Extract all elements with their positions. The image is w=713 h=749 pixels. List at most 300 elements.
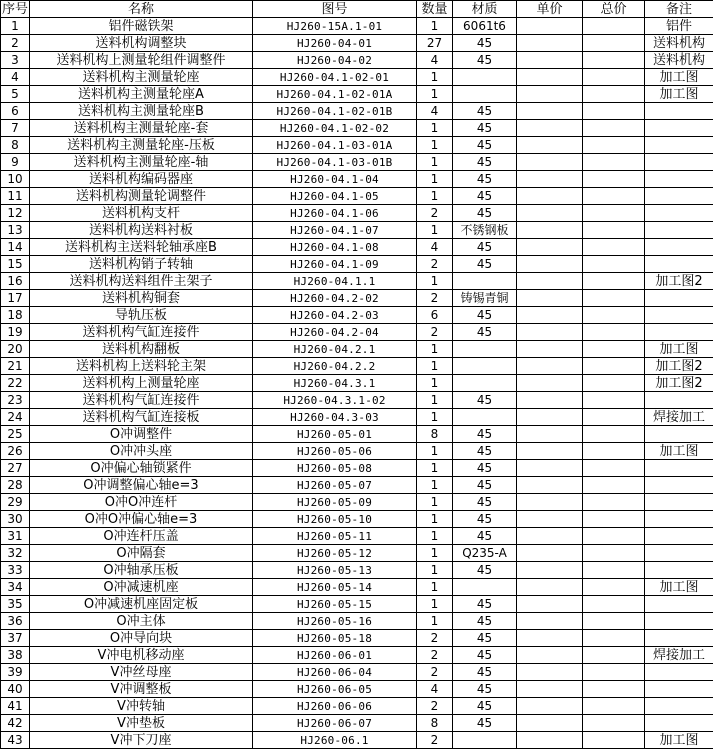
cell-remark: 送料机构 bbox=[645, 35, 713, 52]
cell-code: HJ260-05-13 bbox=[253, 562, 417, 579]
cell-unit-price bbox=[517, 35, 583, 52]
cell-total-price bbox=[583, 171, 645, 188]
table-row bbox=[1, 528, 713, 545]
cell-material: 45 bbox=[453, 596, 517, 613]
cell-material: 45 bbox=[453, 307, 517, 324]
cell-unit-price bbox=[517, 375, 583, 392]
cell-remark: 加工图 bbox=[645, 86, 713, 103]
cell-unit-price bbox=[517, 426, 583, 443]
table-row bbox=[1, 154, 713, 171]
cell-remark bbox=[645, 392, 713, 409]
cell-code: HJ260-04.1-02-01B bbox=[253, 103, 417, 120]
cell-name: 送料机构气缸连接件 bbox=[30, 392, 253, 409]
cell-total-price bbox=[583, 69, 645, 86]
cell-seq: 35 bbox=[1, 596, 30, 613]
cell-seq: 23 bbox=[1, 392, 30, 409]
cell-name: V冲下刀座 bbox=[30, 732, 253, 749]
cell-total-price bbox=[583, 188, 645, 205]
cell-code: HJ260-05-11 bbox=[253, 528, 417, 545]
table-row bbox=[1, 273, 713, 290]
table-row bbox=[1, 188, 713, 205]
table-row bbox=[1, 137, 713, 154]
table-row bbox=[1, 256, 713, 273]
table-row bbox=[1, 69, 713, 86]
cell-seq: 7 bbox=[1, 120, 30, 137]
cell-material bbox=[453, 375, 517, 392]
cell-total-price bbox=[583, 35, 645, 52]
cell-material: 45 bbox=[453, 630, 517, 647]
cell-code: HJ260-04.2-04 bbox=[253, 324, 417, 341]
cell-unit-price bbox=[517, 511, 583, 528]
cell-remark: 铝件 bbox=[645, 18, 713, 35]
cell-seq: 37 bbox=[1, 630, 30, 647]
cell-material: 6061t6 bbox=[453, 18, 517, 35]
cell-material: 45 bbox=[453, 562, 517, 579]
cell-seq: 43 bbox=[1, 732, 30, 749]
cell-seq: 42 bbox=[1, 715, 30, 732]
cell-material bbox=[453, 358, 517, 375]
cell-remark bbox=[645, 205, 713, 222]
cell-qty: 1 bbox=[417, 171, 453, 188]
cell-total-price bbox=[583, 205, 645, 222]
cell-unit-price bbox=[517, 392, 583, 409]
cell-unit-price bbox=[517, 324, 583, 341]
table-row bbox=[1, 647, 713, 664]
cell-total-price bbox=[583, 222, 645, 239]
cell-qty: 2 bbox=[417, 647, 453, 664]
cell-material bbox=[453, 579, 517, 596]
cell-unit-price bbox=[517, 341, 583, 358]
cell-total-price bbox=[583, 137, 645, 154]
cell-remark bbox=[645, 188, 713, 205]
cell-name: 送料机构上测量轮组件调整件 bbox=[30, 52, 253, 69]
cell-total-price bbox=[583, 664, 645, 681]
cell-material: 45 bbox=[453, 392, 517, 409]
cell-material: 45 bbox=[453, 120, 517, 137]
cell-unit-price bbox=[517, 137, 583, 154]
cell-total-price bbox=[583, 613, 645, 630]
cell-remark: 加工图 bbox=[645, 443, 713, 460]
cell-total-price bbox=[583, 426, 645, 443]
cell-name: 送料机构主测量轮座A bbox=[30, 86, 253, 103]
cell-code: HJ260-04.1-03-01B bbox=[253, 154, 417, 171]
cell-code: HJ260-05-14 bbox=[253, 579, 417, 596]
cell-seq: 25 bbox=[1, 426, 30, 443]
cell-name: 送料机构送料衬板 bbox=[30, 222, 253, 239]
cell-total-price bbox=[583, 239, 645, 256]
cell-material: 45 bbox=[453, 647, 517, 664]
cell-total-price bbox=[583, 18, 645, 35]
cell-total-price bbox=[583, 494, 645, 511]
table-row bbox=[1, 715, 713, 732]
table-row bbox=[1, 443, 713, 460]
cell-qty: 27 bbox=[417, 35, 453, 52]
cell-remark bbox=[645, 426, 713, 443]
cell-remark bbox=[645, 596, 713, 613]
cell-unit-price bbox=[517, 579, 583, 596]
table-row bbox=[1, 494, 713, 511]
cell-name: 送料机构送料组件主架子 bbox=[30, 273, 253, 290]
table-row bbox=[1, 375, 713, 392]
cell-code: HJ260-04.1-09 bbox=[253, 256, 417, 273]
cell-unit-price bbox=[517, 494, 583, 511]
cell-name: 送料机构主测量轮座-轴 bbox=[30, 154, 253, 171]
cell-seq: 19 bbox=[1, 324, 30, 341]
cell-seq: 3 bbox=[1, 52, 30, 69]
cell-unit-price bbox=[517, 205, 583, 222]
cell-remark bbox=[645, 477, 713, 494]
cell-seq: 10 bbox=[1, 171, 30, 188]
cell-name: 送料机构主测量轮座-套 bbox=[30, 120, 253, 137]
cell-remark bbox=[645, 239, 713, 256]
cell-seq: 30 bbox=[1, 511, 30, 528]
cell-seq: 40 bbox=[1, 681, 30, 698]
header-row bbox=[1, 1, 713, 18]
cell-remark: 焊接加工 bbox=[645, 647, 713, 664]
cell-name: O冲调整偏心轴e=3 bbox=[30, 477, 253, 494]
cell-remark bbox=[645, 664, 713, 681]
cell-qty: 1 bbox=[417, 188, 453, 205]
header-remark: 备注 bbox=[645, 1, 713, 18]
cell-name: 送料机构主测量轮座-压板 bbox=[30, 137, 253, 154]
cell-total-price bbox=[583, 154, 645, 171]
cell-seq: 33 bbox=[1, 562, 30, 579]
cell-remark: 加工图2 bbox=[645, 358, 713, 375]
cell-unit-price bbox=[517, 664, 583, 681]
cell-name: 送料机构翻板 bbox=[30, 341, 253, 358]
cell-remark: 加工图 bbox=[645, 69, 713, 86]
cell-total-price bbox=[583, 460, 645, 477]
cell-qty: 2 bbox=[417, 732, 453, 749]
cell-name: 送料机构上测量轮座 bbox=[30, 375, 253, 392]
cell-seq: 22 bbox=[1, 375, 30, 392]
cell-seq: 38 bbox=[1, 647, 30, 664]
cell-remark bbox=[645, 545, 713, 562]
table-row bbox=[1, 596, 713, 613]
cell-qty: 1 bbox=[417, 222, 453, 239]
cell-total-price bbox=[583, 545, 645, 562]
header-material: 材质 bbox=[453, 1, 517, 18]
table-row bbox=[1, 426, 713, 443]
cell-code: HJ260-04.1-07 bbox=[253, 222, 417, 239]
cell-qty: 1 bbox=[417, 460, 453, 477]
cell-total-price bbox=[583, 409, 645, 426]
cell-name: O冲减速机座固定板 bbox=[30, 596, 253, 613]
cell-name: 送料机构测量轮调整件 bbox=[30, 188, 253, 205]
cell-unit-price bbox=[517, 698, 583, 715]
cell-name: O冲减速机座 bbox=[30, 579, 253, 596]
cell-material: 45 bbox=[453, 188, 517, 205]
cell-total-price bbox=[583, 324, 645, 341]
cell-remark bbox=[645, 613, 713, 630]
cell-material: 45 bbox=[453, 681, 517, 698]
cell-unit-price bbox=[517, 596, 583, 613]
cell-total-price bbox=[583, 562, 645, 579]
cell-code: HJ260-06-05 bbox=[253, 681, 417, 698]
cell-name: V冲转轴 bbox=[30, 698, 253, 715]
cell-total-price bbox=[583, 307, 645, 324]
table-row bbox=[1, 664, 713, 681]
cell-code: HJ260-05-06 bbox=[253, 443, 417, 460]
cell-seq: 11 bbox=[1, 188, 30, 205]
cell-seq: 13 bbox=[1, 222, 30, 239]
cell-code: HJ260-04-02 bbox=[253, 52, 417, 69]
cell-unit-price bbox=[517, 647, 583, 664]
cell-qty: 1 bbox=[417, 613, 453, 630]
cell-qty: 1 bbox=[417, 375, 453, 392]
table-row bbox=[1, 732, 713, 749]
cell-material bbox=[453, 341, 517, 358]
table-row bbox=[1, 290, 713, 307]
cell-name: V冲调整板 bbox=[30, 681, 253, 698]
cell-qty: 1 bbox=[417, 154, 453, 171]
cell-code: HJ260-05-16 bbox=[253, 613, 417, 630]
header-name: 名称 bbox=[30, 1, 253, 18]
cell-code: HJ260-05-10 bbox=[253, 511, 417, 528]
cell-total-price bbox=[583, 358, 645, 375]
cell-unit-price bbox=[517, 477, 583, 494]
cell-name: V冲丝母座 bbox=[30, 664, 253, 681]
cell-unit-price bbox=[517, 358, 583, 375]
cell-total-price bbox=[583, 630, 645, 647]
cell-total-price bbox=[583, 511, 645, 528]
table-row bbox=[1, 52, 713, 69]
cell-material: 45 bbox=[453, 103, 517, 120]
cell-unit-price bbox=[517, 613, 583, 630]
cell-material: 45 bbox=[453, 698, 517, 715]
table-row bbox=[1, 358, 713, 375]
table-row bbox=[1, 698, 713, 715]
cell-total-price bbox=[583, 681, 645, 698]
cell-material: 45 bbox=[453, 35, 517, 52]
cell-qty: 2 bbox=[417, 205, 453, 222]
cell-remark: 送料机构 bbox=[645, 52, 713, 69]
table-row bbox=[1, 324, 713, 341]
cell-code: HJ260-05-12 bbox=[253, 545, 417, 562]
cell-total-price bbox=[583, 443, 645, 460]
cell-seq: 17 bbox=[1, 290, 30, 307]
cell-code: HJ260-05-15 bbox=[253, 596, 417, 613]
cell-seq: 6 bbox=[1, 103, 30, 120]
cell-remark bbox=[645, 290, 713, 307]
cell-total-price bbox=[583, 579, 645, 596]
cell-qty: 1 bbox=[417, 341, 453, 358]
cell-unit-price bbox=[517, 52, 583, 69]
cell-qty: 1 bbox=[417, 120, 453, 137]
cell-unit-price bbox=[517, 273, 583, 290]
cell-seq: 31 bbox=[1, 528, 30, 545]
cell-name: O冲偏心轴锁紧件 bbox=[30, 460, 253, 477]
cell-qty: 2 bbox=[417, 698, 453, 715]
cell-code: HJ260-04.1-02-01A bbox=[253, 86, 417, 103]
cell-unit-price bbox=[517, 528, 583, 545]
table-row bbox=[1, 681, 713, 698]
table-row bbox=[1, 392, 713, 409]
cell-qty: 2 bbox=[417, 256, 453, 273]
cell-name: 导轨压板 bbox=[30, 307, 253, 324]
cell-qty: 1 bbox=[417, 494, 453, 511]
cell-total-price bbox=[583, 528, 645, 545]
cell-material bbox=[453, 732, 517, 749]
cell-material: 45 bbox=[453, 137, 517, 154]
table-row bbox=[1, 511, 713, 528]
cell-remark bbox=[645, 562, 713, 579]
cell-unit-price bbox=[517, 171, 583, 188]
table-row bbox=[1, 86, 713, 103]
cell-qty: 4 bbox=[417, 239, 453, 256]
cell-code: HJ260-04.3-03 bbox=[253, 409, 417, 426]
cell-name: 送料机构主送料轮轴承座B bbox=[30, 239, 253, 256]
cell-seq: 12 bbox=[1, 205, 30, 222]
cell-code: HJ260-04.1-04 bbox=[253, 171, 417, 188]
cell-unit-price bbox=[517, 86, 583, 103]
cell-seq: 2 bbox=[1, 35, 30, 52]
cell-material: 45 bbox=[453, 256, 517, 273]
cell-qty: 2 bbox=[417, 324, 453, 341]
cell-name: O冲冲头座 bbox=[30, 443, 253, 460]
cell-code: HJ260-04.3.1 bbox=[253, 375, 417, 392]
table-body bbox=[1, 18, 713, 749]
cell-unit-price bbox=[517, 732, 583, 749]
cell-code: HJ260-04.2-02 bbox=[253, 290, 417, 307]
cell-seq: 27 bbox=[1, 460, 30, 477]
cell-material bbox=[453, 273, 517, 290]
cell-name: 铝件磁铁架 bbox=[30, 18, 253, 35]
cell-unit-price bbox=[517, 256, 583, 273]
cell-code: HJ260-04.1-02-01 bbox=[253, 69, 417, 86]
cell-remark bbox=[645, 120, 713, 137]
cell-code: HJ260-04.2-03 bbox=[253, 307, 417, 324]
cell-unit-price bbox=[517, 154, 583, 171]
cell-total-price bbox=[583, 273, 645, 290]
cell-material bbox=[453, 409, 517, 426]
cell-remark bbox=[645, 511, 713, 528]
cell-qty: 4 bbox=[417, 681, 453, 698]
cell-material: 45 bbox=[453, 613, 517, 630]
cell-qty: 1 bbox=[417, 443, 453, 460]
cell-unit-price bbox=[517, 409, 583, 426]
cell-material: 45 bbox=[453, 324, 517, 341]
cell-name: 送料机构调整块 bbox=[30, 35, 253, 52]
cell-remark bbox=[645, 494, 713, 511]
cell-qty: 1 bbox=[417, 86, 453, 103]
table-row bbox=[1, 171, 713, 188]
cell-unit-price bbox=[517, 545, 583, 562]
cell-qty: 2 bbox=[417, 290, 453, 307]
cell-code: HJ260-04.2.1 bbox=[253, 341, 417, 358]
cell-unit-price bbox=[517, 307, 583, 324]
cell-material: 45 bbox=[453, 154, 517, 171]
cell-code: HJ260-06-06 bbox=[253, 698, 417, 715]
cell-name: O冲O冲偏心轴e=3 bbox=[30, 511, 253, 528]
cell-qty: 6 bbox=[417, 307, 453, 324]
cell-code: HJ260-04.1.1 bbox=[253, 273, 417, 290]
cell-seq: 9 bbox=[1, 154, 30, 171]
cell-qty: 1 bbox=[417, 528, 453, 545]
cell-total-price bbox=[583, 103, 645, 120]
cell-remark bbox=[645, 256, 713, 273]
cell-seq: 26 bbox=[1, 443, 30, 460]
cell-qty: 1 bbox=[417, 273, 453, 290]
cell-qty: 1 bbox=[417, 137, 453, 154]
cell-material: 45 bbox=[453, 511, 517, 528]
cell-remark bbox=[645, 681, 713, 698]
cell-name: 送料机构编码器座 bbox=[30, 171, 253, 188]
cell-material: 45 bbox=[453, 205, 517, 222]
cell-code: HJ260-04.1-06 bbox=[253, 205, 417, 222]
cell-total-price bbox=[583, 392, 645, 409]
cell-unit-price bbox=[517, 443, 583, 460]
cell-name: O冲导向块 bbox=[30, 630, 253, 647]
cell-material: 45 bbox=[453, 715, 517, 732]
cell-unit-price bbox=[517, 69, 583, 86]
cell-name: O冲O冲连杆 bbox=[30, 494, 253, 511]
table-row bbox=[1, 205, 713, 222]
table-row bbox=[1, 18, 713, 35]
cell-remark: 加工图 bbox=[645, 341, 713, 358]
cell-qty: 8 bbox=[417, 715, 453, 732]
cell-total-price bbox=[583, 256, 645, 273]
cell-total-price bbox=[583, 341, 645, 358]
cell-remark bbox=[645, 171, 713, 188]
cell-material: 45 bbox=[453, 239, 517, 256]
cell-total-price bbox=[583, 375, 645, 392]
cell-material bbox=[453, 69, 517, 86]
cell-unit-price bbox=[517, 120, 583, 137]
cell-qty: 4 bbox=[417, 103, 453, 120]
cell-material bbox=[453, 86, 517, 103]
cell-remark bbox=[645, 222, 713, 239]
cell-remark: 焊接加工 bbox=[645, 409, 713, 426]
cell-remark: 加工图 bbox=[645, 579, 713, 596]
cell-material: Q235-A bbox=[453, 545, 517, 562]
cell-remark bbox=[645, 137, 713, 154]
cell-qty: 2 bbox=[417, 664, 453, 681]
table-row bbox=[1, 239, 713, 256]
cell-material: 45 bbox=[453, 443, 517, 460]
cell-code: HJ260-04.1-05 bbox=[253, 188, 417, 205]
cell-seq: 16 bbox=[1, 273, 30, 290]
cell-material: 45 bbox=[453, 460, 517, 477]
header-qty: 数量 bbox=[417, 1, 453, 18]
cell-name: O冲隔套 bbox=[30, 545, 253, 562]
cell-remark bbox=[645, 528, 713, 545]
cell-total-price bbox=[583, 52, 645, 69]
cell-unit-price bbox=[517, 630, 583, 647]
cell-code: HJ260-04.3.1-02 bbox=[253, 392, 417, 409]
cell-unit-price bbox=[517, 715, 583, 732]
cell-code: HJ260-06-07 bbox=[253, 715, 417, 732]
cell-remark bbox=[645, 324, 713, 341]
cell-unit-price bbox=[517, 290, 583, 307]
table-row bbox=[1, 409, 713, 426]
cell-name: 送料机构气缸连接件 bbox=[30, 324, 253, 341]
cell-material: 45 bbox=[453, 494, 517, 511]
cell-name: O冲轴承压板 bbox=[30, 562, 253, 579]
table-row bbox=[1, 579, 713, 596]
cell-unit-price bbox=[517, 18, 583, 35]
cell-qty: 1 bbox=[417, 358, 453, 375]
cell-remark bbox=[645, 715, 713, 732]
header-total-price: 总价 bbox=[583, 1, 645, 18]
cell-seq: 14 bbox=[1, 239, 30, 256]
cell-code: HJ260-04.1-02-02 bbox=[253, 120, 417, 137]
cell-seq: 4 bbox=[1, 69, 30, 86]
cell-code: HJ260-04.2.2 bbox=[253, 358, 417, 375]
cell-qty: 4 bbox=[417, 52, 453, 69]
cell-name: 送料机构支杆 bbox=[30, 205, 253, 222]
cell-code: HJ260-05-01 bbox=[253, 426, 417, 443]
